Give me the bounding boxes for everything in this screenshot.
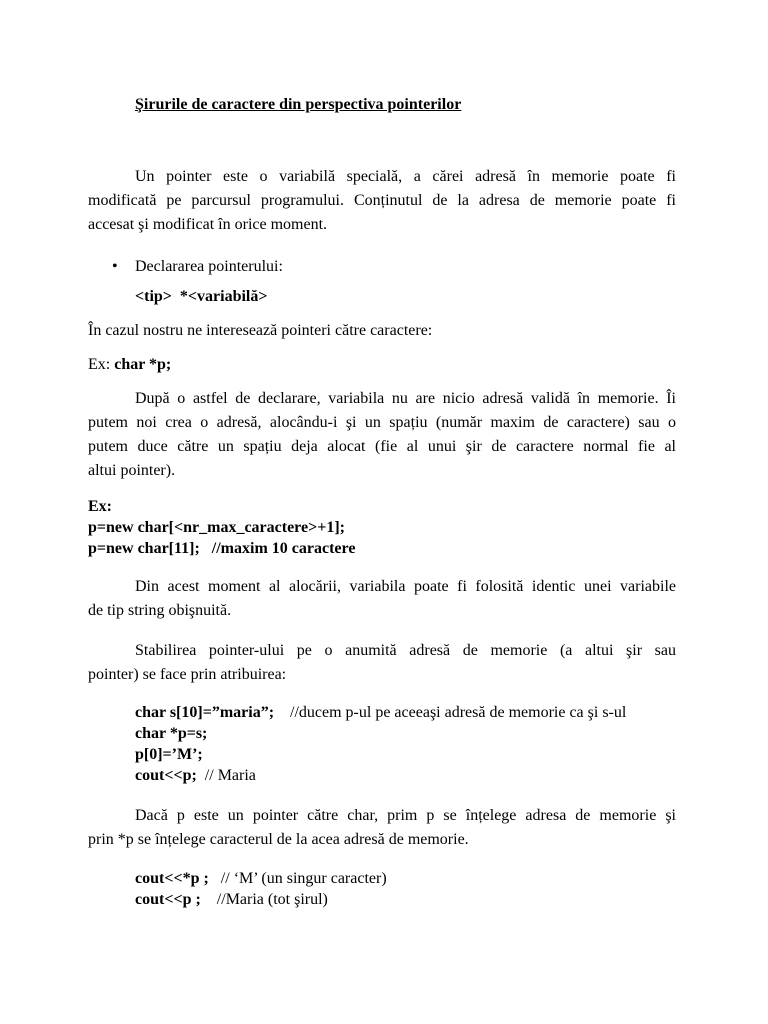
after-decl-line-4: altui pointer). — [88, 462, 176, 479]
deref-line-1: Dacă p este un pointer către char, prim p se înțelege adresa de memorie şi — [135, 807, 676, 824]
code-1-line-4-comment: // Maria — [196, 767, 256, 784]
alloc-line-1: Din acest moment al alocării, variabila poate fi folosită identic unei variabile — [135, 578, 676, 595]
after-decl-line-3: putem duce către un spațiu deja alocat (fie al unui şir de caractere normal fie al — [88, 438, 676, 455]
code-2-line-2-comment: //Maria (tot şirul) — [200, 891, 328, 908]
intro-line-2: modificată pe parcursul programului. Conținutul de la adresa de memorie poate fi — [88, 192, 676, 209]
example-1-code: char *p; — [114, 356, 172, 373]
declaration-syntax: <tip> *<variabilă> — [135, 288, 268, 305]
assign-line-2: pointer) se face prin atribuirea: — [88, 666, 287, 683]
document-title: Şirurile de caractere din perspectiva pointerilor — [135, 96, 462, 113]
after-decl-line-2: putem noi crea o adresă, alocându-i şi un spațiu (număr maxim de caractere) sau o — [88, 414, 676, 431]
code-1-line-2: char *p=s; — [135, 725, 208, 742]
after-decl-line-1: După o astfel de declarare, variabila nu are nicio adresă validă în memorie. Îi — [135, 390, 676, 407]
bullet-text: Declararea pointerului: — [135, 258, 283, 275]
example-1 — [88, 355, 171, 375]
bullet-dot: • — [112, 258, 118, 275]
intro-line-3: accesat şi modificat în orice moment. — [88, 216, 328, 233]
code-1-line-4 — [135, 766, 256, 786]
assign-line-1: Stabilirea pointer-ului pe o anumită adresă de memorie (a altui şir sau — [135, 642, 676, 659]
example-2-label: Ex: — [88, 498, 112, 515]
alloc-line-2: de tip string obişnuită. — [88, 602, 232, 619]
code-1-line-4-code: cout<<p; — [135, 767, 197, 784]
example-1-label: Ex: — [88, 356, 115, 373]
code-2-line-1-code: cout<<*p ; — [135, 870, 209, 887]
code-2-line-1 — [135, 869, 387, 889]
case-sentence: În cazul nostru ne interesează pointeri către caractere: — [88, 322, 433, 339]
intro-line-1: Un pointer este o variabilă specială, a cărei adresă în memorie poate fi — [135, 168, 676, 185]
example-2-code-line-2: p=new char[11]; //maxim 10 caractere — [88, 540, 356, 557]
code-2-line-2-code: cout<<p ; — [135, 891, 201, 908]
code-1-line-1 — [135, 703, 626, 723]
code-1-line-1-comment: //ducem p-ul pe aceeaşi adresă de memorie ca şi s-ul — [274, 704, 627, 721]
deref-line-2: prin *p se înțelege caracterul de la acea adresă de memorie. — [88, 831, 469, 848]
code-1-line-3: p[0]=’M’; — [135, 746, 203, 763]
code-1-line-1-code: char s[10]=”maria”; — [135, 704, 275, 721]
example-2-code-line-1: p=new char[<nr_max_caractere>+1]; — [88, 519, 345, 536]
code-2-line-2 — [135, 890, 328, 910]
code-2-line-1-comment: // ‘M’ (un singur caracter) — [208, 870, 387, 887]
